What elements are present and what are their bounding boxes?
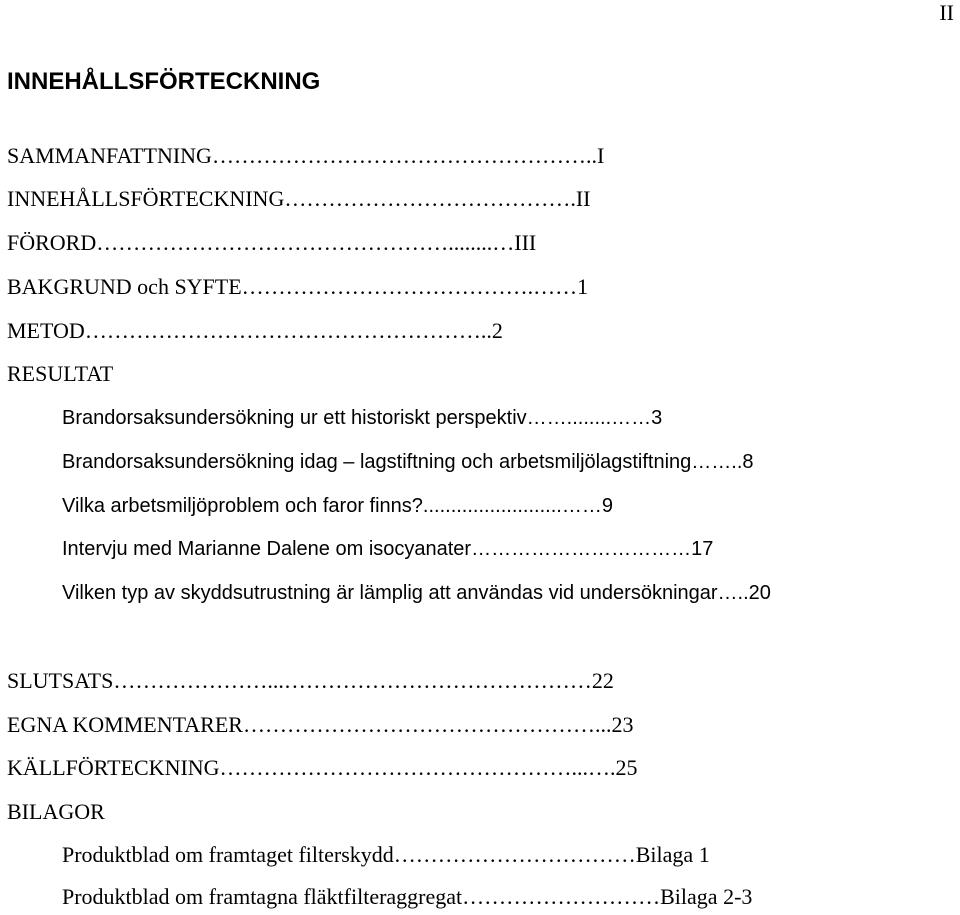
page-number: II [939, 0, 954, 25]
toc-entry-innehallsforteckning: INNEHÅLLSFÖRTECKNING………………………………….II [7, 186, 591, 211]
toc-heading: INNEHÅLLSFÖRTECKNING [7, 68, 321, 95]
toc-entry-sammanfattning: SAMMANFATTNING……………………………………………..I [7, 143, 605, 168]
toc-entry-metod: METOD………………………………………………..2 [7, 318, 503, 343]
toc-entry-forord: FÖRORD…………………………………………........…III [7, 230, 537, 255]
toc-subentry-skyddsutrustning: Vilken typ av skyddsutrustning är lämplig att användas vid undersökningar…..20 [62, 582, 771, 604]
toc-entry-slutsats: SLUTSATS…………………...……………………………………22 [7, 668, 614, 693]
toc-entry-bilagor: BILAGOR [7, 799, 105, 824]
toc-subentry-filterskydd: Produktblad om framtaget filterskydd……………………………Bilaga 1 [62, 842, 710, 867]
toc-entry-kallforteckning: KÄLLFÖRTECKNING…………………………………………...….25 [7, 755, 638, 780]
toc-subentry-arbetsmiljoproblem: Vilka arbetsmiljöproblem och faror finns?.........................……9 [62, 495, 613, 517]
toc-subentry-flaktfilteraggregat: Produktblad om framtagna fläktfilteraggregat………………………Bilaga 2-3 [62, 884, 753, 909]
toc-entry-egna-kommentarer: EGNA KOMMENTARER…………………………………………...23 [7, 712, 634, 737]
toc-entry-bakgrund-syfte: BAKGRUND och SYFTE………………………………….……1 [7, 274, 589, 299]
toc-subentry-lagstiftning: Brandorsaksundersökning idag – lagstiftning och arbetsmiljölagstiftning……..8 [62, 451, 754, 473]
toc-subentry-historiskt-perspektiv: Brandorsaksundersökning ur ett historiskt perspektiv……........……3 [62, 407, 663, 429]
toc-subentry-intervju: Intervju med Marianne Dalene om isocyanater……………………………17 [62, 538, 714, 560]
toc-entry-resultat: RESULTAT [7, 361, 114, 386]
